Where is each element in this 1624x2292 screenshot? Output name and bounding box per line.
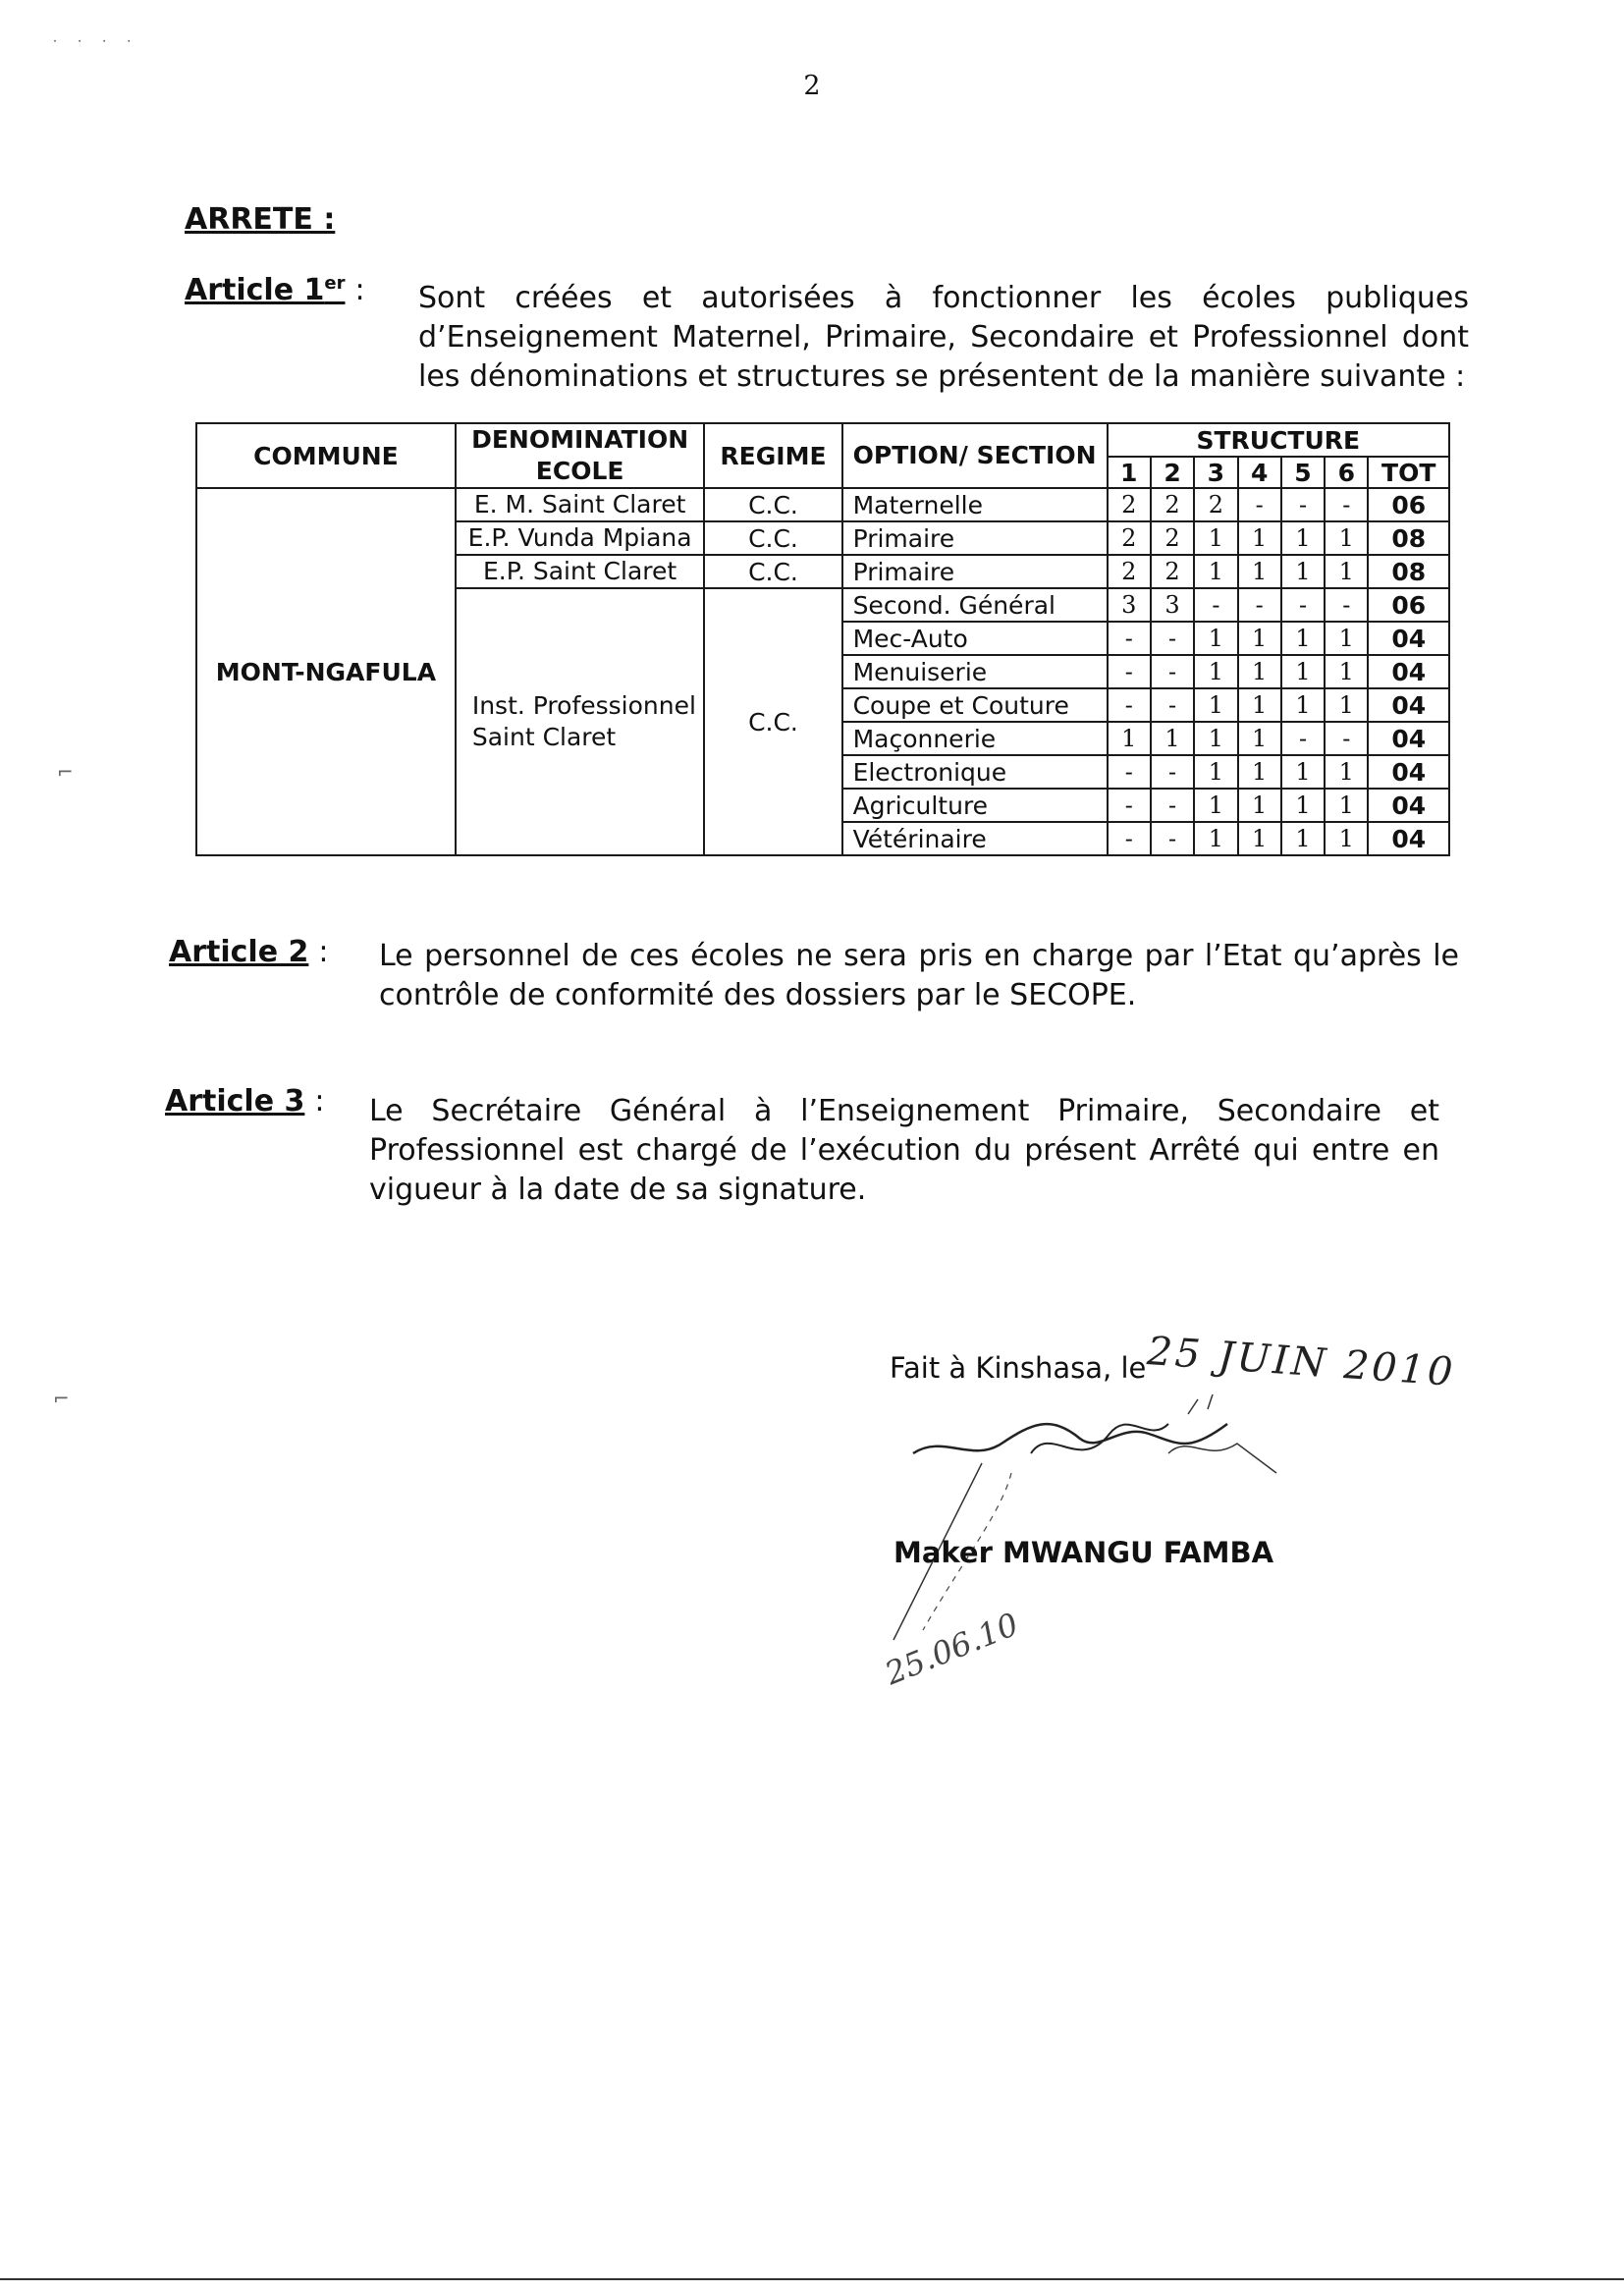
year-value: - xyxy=(1194,588,1237,622)
year-value: 1 xyxy=(1281,789,1325,822)
total-value: 04 xyxy=(1368,622,1449,655)
table-row xyxy=(196,488,1449,521)
article-1-text: Sont créées et autorisées à fonctionner les écoles publiques d’Enseignement Maternel, Primaire, Secondaire et Professionnel dont les dénominations et structures se présentent de la manière suivante : xyxy=(418,281,1469,394)
regime-cell: C.C. xyxy=(704,488,841,521)
year-value: 1 xyxy=(1151,722,1194,755)
total-value: 04 xyxy=(1368,822,1449,855)
year-value: - xyxy=(1281,722,1325,755)
header-regime: REGIME xyxy=(704,423,841,488)
total-value: 04 xyxy=(1368,789,1449,822)
year-value: - xyxy=(1151,789,1194,822)
year-value: 2 xyxy=(1108,521,1151,555)
option-cell: Menuiserie xyxy=(842,655,1108,688)
year-value: 1 xyxy=(1325,789,1368,822)
year-value: 1 xyxy=(1194,789,1237,822)
year-value: - xyxy=(1151,655,1194,688)
footer-divider xyxy=(0,2278,1624,2280)
header-option: OPTION/ SECTION xyxy=(842,423,1108,488)
option-cell: Mec-Auto xyxy=(842,622,1108,655)
year-value: - xyxy=(1238,588,1281,622)
year-value: 1 xyxy=(1325,755,1368,789)
year-value: 1 xyxy=(1238,555,1281,588)
option-cell: Maternelle xyxy=(842,488,1108,521)
year-value: 1 xyxy=(1325,521,1368,555)
regime-cell: C.C. xyxy=(704,555,841,588)
year-value: 1 xyxy=(1325,655,1368,688)
year-value: - xyxy=(1325,588,1368,622)
header-denomination: DENOMINATION ECOLE xyxy=(456,423,705,488)
year-value: 1 xyxy=(1238,655,1281,688)
option-cell: Agriculture xyxy=(842,789,1108,822)
header-year-5: 5 xyxy=(1281,457,1325,488)
year-value: - xyxy=(1108,688,1151,722)
handwritten-date: 25 JUIN 2010 xyxy=(1145,1329,1457,1395)
total-value: 08 xyxy=(1368,555,1449,588)
article-3-label: Article 3 : xyxy=(165,1084,325,1119)
school-name: E.P. Saint Claret xyxy=(456,555,705,588)
year-value: - xyxy=(1108,655,1151,688)
year-value: - xyxy=(1151,622,1194,655)
school-name: Inst. Professionnel Saint Claret xyxy=(456,588,705,855)
year-value: 1 xyxy=(1281,688,1325,722)
year-value: 3 xyxy=(1151,588,1194,622)
year-value: 1 xyxy=(1238,521,1281,555)
year-value: 1 xyxy=(1281,755,1325,789)
page-number: 2 xyxy=(803,71,821,101)
school-name: E. M. Saint Claret xyxy=(456,488,705,521)
year-value: - xyxy=(1325,722,1368,755)
schools-structure-table xyxy=(195,422,1450,856)
signatory-name: Maker MWANGU FAMBA xyxy=(893,1536,1274,1569)
year-value: 1 xyxy=(1325,622,1368,655)
year-value: - xyxy=(1281,488,1325,521)
initials-date: 25.06.10 xyxy=(880,1605,1024,1693)
option-cell: Maçonnerie xyxy=(842,722,1108,755)
corner-mark: ˙ ˙ ˙ ˙ xyxy=(51,37,139,56)
year-value: - xyxy=(1325,488,1368,521)
year-value: - xyxy=(1108,789,1151,822)
margin-mark: ⌐ xyxy=(57,760,74,784)
regime-cell: C.C. xyxy=(704,588,841,855)
year-value: 3 xyxy=(1108,588,1151,622)
header-year-2: 2 xyxy=(1151,457,1194,488)
year-value: 1 xyxy=(1238,755,1281,789)
signature-image xyxy=(854,1394,1296,1669)
regime-cell: C.C. xyxy=(704,521,841,555)
total-value: 04 xyxy=(1368,755,1449,789)
header-year-1: 1 xyxy=(1108,457,1151,488)
year-value: 2 xyxy=(1151,555,1194,588)
year-value: 2 xyxy=(1108,555,1151,588)
header-total: TOT xyxy=(1368,457,1449,488)
total-value: 04 xyxy=(1368,655,1449,688)
option-cell: Primaire xyxy=(842,521,1108,555)
year-value: 1 xyxy=(1281,555,1325,588)
header-year-4: 4 xyxy=(1238,457,1281,488)
option-cell: Second. Général xyxy=(842,588,1108,622)
header-structure: STRUCTURE xyxy=(1108,423,1449,457)
year-value: 1 xyxy=(1194,521,1237,555)
header-year-3: 3 xyxy=(1194,457,1237,488)
year-value: 1 xyxy=(1194,822,1237,855)
year-value: 1 xyxy=(1238,722,1281,755)
year-value: 1 xyxy=(1238,789,1281,822)
total-value: 04 xyxy=(1368,688,1449,722)
year-value: 1 xyxy=(1194,655,1237,688)
year-value: 1 xyxy=(1108,722,1151,755)
year-value: - xyxy=(1108,822,1151,855)
year-value: 2 xyxy=(1151,488,1194,521)
total-value: 06 xyxy=(1368,588,1449,622)
year-value: - xyxy=(1281,588,1325,622)
article-2-label: Article 2 : xyxy=(169,935,329,969)
option-cell: Coupe et Couture xyxy=(842,688,1108,722)
year-value: 1 xyxy=(1281,521,1325,555)
year-value: - xyxy=(1151,688,1194,722)
school-name: E.P. Vunda Mpiana xyxy=(456,521,705,555)
year-value: - xyxy=(1151,822,1194,855)
article-2-text: Le personnel de ces écoles ne sera pris en charge par l’Etat qu’après le contrôle de conformité des dossiers par le SECOPE. xyxy=(379,939,1459,1012)
year-value: 2 xyxy=(1108,488,1151,521)
total-value: 08 xyxy=(1368,521,1449,555)
option-cell: Primaire xyxy=(842,555,1108,588)
total-value: 06 xyxy=(1368,488,1449,521)
place-date-line: Fait à Kinshasa, le xyxy=(890,1351,1147,1385)
option-cell: Vétérinaire xyxy=(842,822,1108,855)
year-value: - xyxy=(1238,488,1281,521)
year-value: 1 xyxy=(1194,755,1237,789)
year-value: 1 xyxy=(1238,622,1281,655)
header-commune: COMMUNE xyxy=(196,423,456,488)
year-value: - xyxy=(1108,755,1151,789)
year-value: 1 xyxy=(1194,722,1237,755)
heading-arrete: ARRETE : xyxy=(185,202,336,237)
year-value: 1 xyxy=(1325,555,1368,588)
year-value: - xyxy=(1151,755,1194,789)
year-value: 1 xyxy=(1325,688,1368,722)
year-value: 1 xyxy=(1194,622,1237,655)
option-cell: Electronique xyxy=(842,755,1108,789)
year-value: 1 xyxy=(1194,555,1237,588)
year-value: 1 xyxy=(1281,622,1325,655)
year-value: 1 xyxy=(1281,822,1325,855)
header-year-6: 6 xyxy=(1325,457,1368,488)
year-value: 1 xyxy=(1281,655,1325,688)
year-value: 2 xyxy=(1151,521,1194,555)
year-value: 1 xyxy=(1238,688,1281,722)
margin-mark: ⌐ xyxy=(53,1387,70,1410)
year-value: - xyxy=(1108,622,1151,655)
year-value: 1 xyxy=(1194,688,1237,722)
commune-cell: MONT-NGAFULA xyxy=(196,488,456,855)
year-value: 2 xyxy=(1194,488,1237,521)
article-1-label: Article 1er : xyxy=(185,273,365,307)
year-value: 1 xyxy=(1238,822,1281,855)
total-value: 04 xyxy=(1368,722,1449,755)
year-value: 1 xyxy=(1325,822,1368,855)
article-3-text: Le Secrétaire Général à l’Enseignement Primaire, Secondaire et Professionnel est chargé de l’exécution du présent Arrêté qui entre en vigueur à la date de sa signature. xyxy=(369,1094,1439,1207)
